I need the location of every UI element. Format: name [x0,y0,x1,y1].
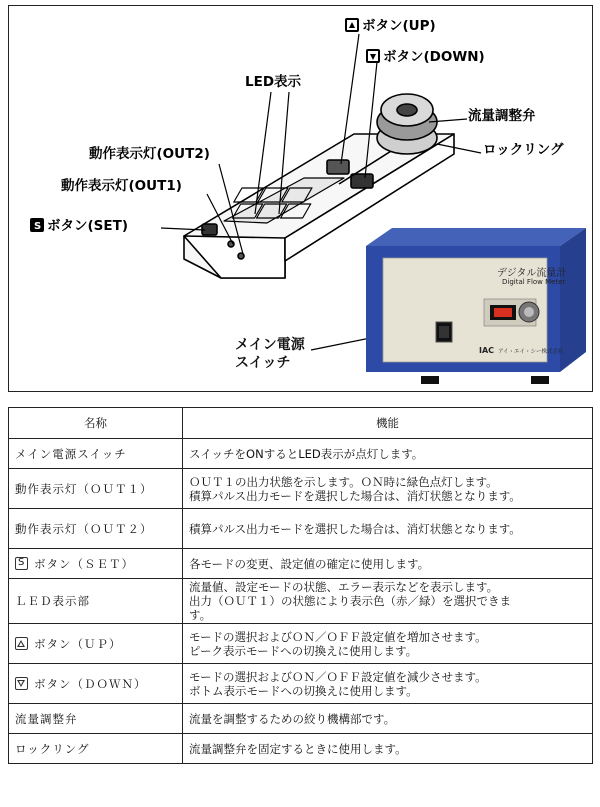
function-text-line: 流量調整弁を固定するときに使用します。 [189,741,407,756]
component-name: 流量調整弁 [15,711,78,726]
header-function: 機能 [183,408,593,439]
up-triangle-icon [345,18,359,32]
table-row [9,579,593,624]
component-function-cell [183,624,593,664]
component-name: ボタン（ＤＯＷＮ） [34,676,147,691]
callout-main-switch-line1: メイン電源 [235,337,305,353]
component-name-cell [9,704,183,734]
device-title-en: Digital Flow Meter [502,278,566,286]
component-name: ロックリング [15,741,90,756]
component-name-cell [9,664,183,704]
component-name-cell [9,734,183,764]
table-row [9,624,593,664]
component-function-cell [183,579,593,624]
down-button-icon [15,677,28,690]
component-function-cell [183,704,593,734]
callout-led: LED表示 [245,74,302,90]
function-text-line: 流量を調整するための絞り機構部です。 [189,711,396,726]
table-row [9,439,593,469]
set-button-icon [30,218,44,232]
callout-down-text: ボタン(DOWN) [383,49,485,65]
function-text-line: 積算パルス出力モードを選択した場合は、消灯状態となります。 [189,488,521,503]
component-name: メイン電源スイッチ [15,446,127,461]
component-name: ボタン（ＵＰ） [34,636,122,651]
component-name-cell [9,469,183,509]
function-text-line: 各モードの変更、設定値の確定に使用します。 [189,556,430,571]
function-text-line: モードの選択およびＯＮ／ＯＦＦ設定値を減少させます。 [189,669,487,684]
component-name-cell [9,439,183,469]
callout-up-button [345,18,436,34]
component-name: 動作表示灯（ＯＵＴ２） [15,521,153,536]
function-text-line: 出力（ＯＵＴ１）の状態により表示色（赤／緑）を選択できま [189,594,511,608]
component-name-cell [9,509,183,549]
callout-valve: 流量調整弁 [468,108,536,124]
header-name: 名称 [9,408,183,439]
component-name: 動作表示灯（ＯＵＴ１） [15,481,153,496]
component-name: ＬＥＤ表示部 [15,594,90,608]
callout-main-switch [235,336,305,372]
spec-table [8,407,593,764]
callout-lamp-out2: 動作表示灯(OUT2) [89,146,210,162]
component-function-cell [183,439,593,469]
table-row [9,734,593,764]
callout-lock-ring: ロックリング [483,142,564,158]
component-name-cell [9,624,183,664]
brand-name: アイ・エイ・シー株式会社 [498,349,564,355]
table-row [9,704,593,734]
set-button-icon [15,557,28,570]
component-function-cell [183,664,593,704]
callout-set-text: ボタン(SET) [47,218,128,234]
callout-main-switch-line2: スイッチ [235,355,291,371]
component-function-cell [183,549,593,579]
device-title-jp: デジタル流量計 [497,268,567,279]
component-function-cell [183,734,593,764]
down-triangle-icon [366,49,380,63]
component-name: ボタン（ＳＥＴ） [34,556,134,571]
function-text-line: す。 [189,608,212,622]
table-row [9,469,593,509]
callout-up-text: ボタン(UP) [362,18,436,34]
callout-set-button [30,218,128,234]
component-function-cell [183,469,593,509]
device-illustration [9,6,594,393]
function-text-line: ＯＵＴ１の出力状態を示します。ＯＮ時に緑色点灯します。 [189,474,498,489]
component-name-cell [9,549,183,579]
table-row [9,549,593,579]
brand-logo: IAC [479,346,495,355]
function-text-line: モードの選択およびＯＮ／ＯＦＦ設定値を増加させます。 [189,629,487,644]
function-text-line: ピーク表示モードへの切換えに使用します。 [189,643,418,658]
function-text-line: ボトム表示モードへの切換えに使用します。 [189,683,418,698]
device-figure [8,5,593,392]
function-text-line: 流量値、設定モードの状態、エラー表示などを表示します。 [189,580,499,594]
component-name-cell [9,579,183,624]
callout-lamp-out1: 動作表示灯(OUT1) [61,178,182,194]
table-header-row [9,408,593,439]
component-function-cell [183,509,593,549]
table-row [9,664,593,704]
up-button-icon [15,637,28,650]
table-row [9,509,593,549]
function-text-line: 積算パルス出力モードを選択した場合は、消灯状態となります。 [189,521,521,536]
function-text-line: スイッチをONするとLED表示が点灯します。 [189,446,424,461]
callout-down-button [366,49,485,65]
